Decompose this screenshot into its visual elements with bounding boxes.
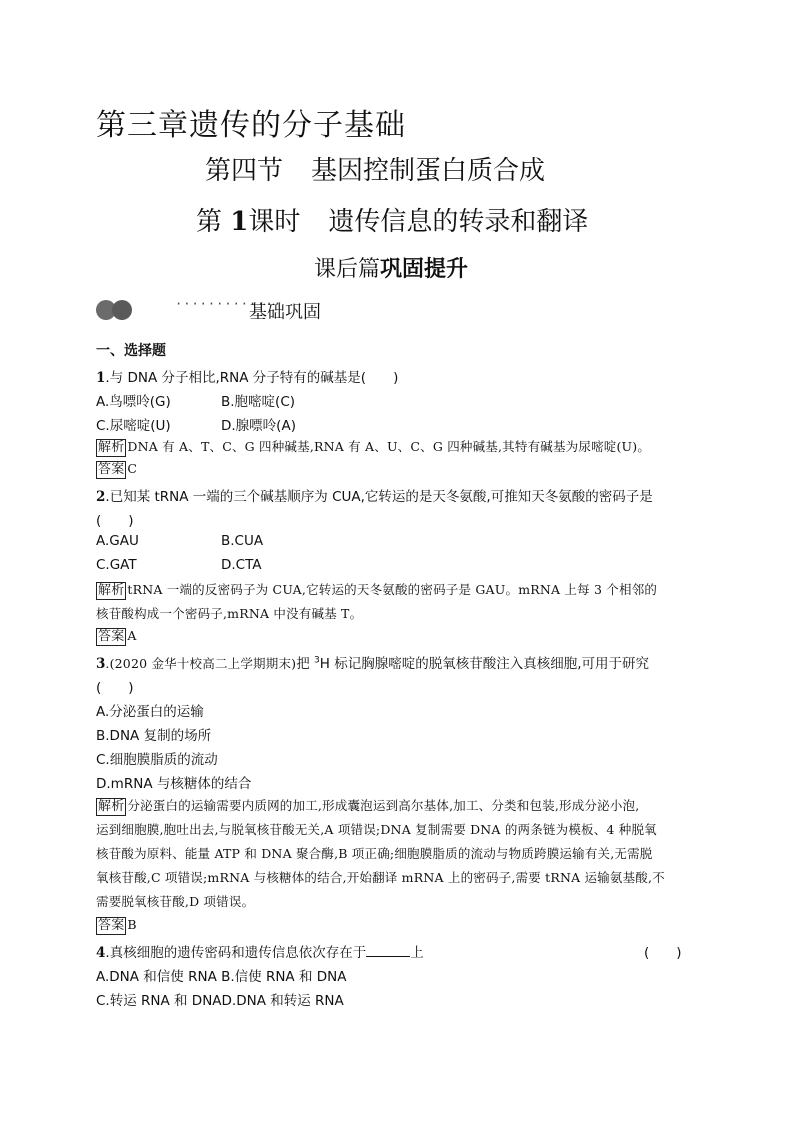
answer-text: B [127, 917, 137, 932]
option-a: A.分泌蛋白的运输 [96, 704, 204, 720]
question-3-stem [96, 652, 649, 672]
question-2-analysis [96, 580, 657, 600]
question-number: 2 [96, 489, 106, 505]
option-d: D.CTA [221, 557, 262, 573]
after-class-plain: 课后篇 [314, 257, 381, 282]
question-text: 把 [296, 656, 315, 672]
options-line-2: C.转运 RNA 和 DNAD.DNA 和转运 RNA [96, 993, 344, 1009]
section-title [205, 150, 545, 187]
answer-parentheses: ( ) [644, 945, 682, 961]
option-c: C.细胞膜脂质的流动 [96, 752, 218, 768]
section-number: 第四节 [205, 156, 284, 186]
option-a: A.鸟嘌呤(G) [96, 394, 171, 410]
lesson-suffix: 课时 [248, 207, 301, 237]
option-b: B.胞嘧啶(C) [221, 394, 296, 410]
analysis-text-line: 需要脱氧核苷酸,D 项错误。 [96, 894, 255, 909]
question-1-stem [96, 366, 398, 386]
answer-tag: 答案 [98, 629, 125, 644]
question-3-answer [96, 917, 137, 935]
answer-tag: 答案 [98, 918, 125, 933]
question-text: .已知某 tRNA 一端的三个碱基顺序为 CUA,它转运的是天冬氨酸,可推知天冬氨酸的密码子是 [105, 489, 653, 505]
fill-blank [366, 944, 410, 957]
analysis-tag: 解析 [98, 440, 125, 455]
answer-text: A [127, 628, 137, 643]
basic-section-label: 基础巩固 [249, 302, 321, 323]
question-text: H 标记胸腺嘧啶的脱氧核苷酸注入真核细胞,可用于研究 [319, 656, 649, 672]
after-class-title [314, 252, 468, 283]
option-c: C.GAT [96, 557, 137, 573]
question-3-analysis [96, 796, 639, 816]
analysis-text: tRNA 一端的反密码子为 CUA,它转运的天冬氨酸的密码子是 GAU。mRNA 上每 3 个相邻的 [127, 582, 658, 597]
analysis-text: DNA 有 A、T、C、G 四种碱基,RNA 有 A、U、C、G 四种碱基,其特有碱基为尿嘧啶(U)。 [127, 439, 651, 454]
part-heading: 一、选择题 [96, 343, 166, 359]
double-circle-icon [96, 298, 136, 322]
question-text: 上 [410, 945, 424, 961]
after-class-bold: 巩固提升 [380, 257, 469, 282]
chapter-title: 第三章遗传的分子基础 [96, 108, 406, 143]
question-number: 3 [96, 656, 106, 672]
lesson-name: 遗传信息的转录和翻译 [328, 207, 589, 237]
analysis-text-line: 核苷酸构成一个密码子,mRNA 中没有碱基 T。 [96, 606, 363, 621]
lesson-prefix: 第 [196, 207, 223, 237]
analysis-tag: 解析 [98, 799, 125, 814]
option-b: B.DNA 复制的场所 [96, 728, 212, 744]
dotted-leader: ············· [175, 297, 282, 311]
analysis-text: 分泌蛋白的运输需要内质网的加工,形成囊泡运到高尔基体,加工、分类和包装,形成分泌小泡, [127, 798, 640, 813]
question-text: .真核细胞的遗传密码和遗传信息依次存在于 [105, 945, 367, 961]
question-number: 1 [96, 370, 106, 386]
option-b: B.CUA [221, 533, 264, 549]
analysis-text-line: 核苷酸为原料、能量 ATP 和 DNA 聚合酶,B 项正确;细胞膜脂质的流动与物质跨膜运输有关,无需脱 [96, 846, 653, 861]
lesson-title [196, 201, 588, 238]
option-c: C.尿嘧啶(U) [96, 418, 171, 434]
section-name: 基因控制蛋白质合成 [311, 156, 546, 186]
analysis-text-line: 氧核苷酸,C 项错误;mRNA 与核糖体的结合,开始翻译 mRNA 上的密码子,需要 tRNA 运输氨基酸,不 [96, 870, 665, 885]
answer-tag: 答案 [98, 462, 125, 477]
question-2-answer [96, 628, 137, 646]
question-text: .与 DNA 分子相比,RNA 分子特有的碱基是( ) [105, 370, 399, 386]
option-d: D.腺嘌呤(A) [221, 418, 296, 434]
question-2-stem [96, 485, 653, 505]
answer-parentheses: ( ) [96, 680, 134, 696]
option-a: A.GAU [96, 533, 139, 549]
question-source: .(2020 金华十校高二上学期期末) [105, 656, 297, 671]
options-line-1: A.DNA 和信使 RNA B.信使 RNA 和 DNA [96, 969, 347, 985]
answer-parentheses: ( ) [96, 513, 134, 529]
question-number: 4 [96, 945, 106, 961]
lesson-number: 1 [230, 207, 249, 237]
analysis-tag: 解析 [98, 583, 125, 598]
question-1-analysis [96, 437, 650, 457]
question-4-stem [96, 941, 424, 961]
analysis-text-line: 运到细胞膜,胞吐出去,与脱氧核苷酸无关,A 项错误;DNA 复制需要 DNA 的两条链为模板、4 种脱氧 [96, 822, 657, 837]
question-1-answer [96, 461, 137, 479]
option-d: D.mRNA 与核糖体的结合 [96, 776, 252, 792]
answer-text: C [127, 461, 138, 476]
superscript: 3 [314, 655, 320, 666]
